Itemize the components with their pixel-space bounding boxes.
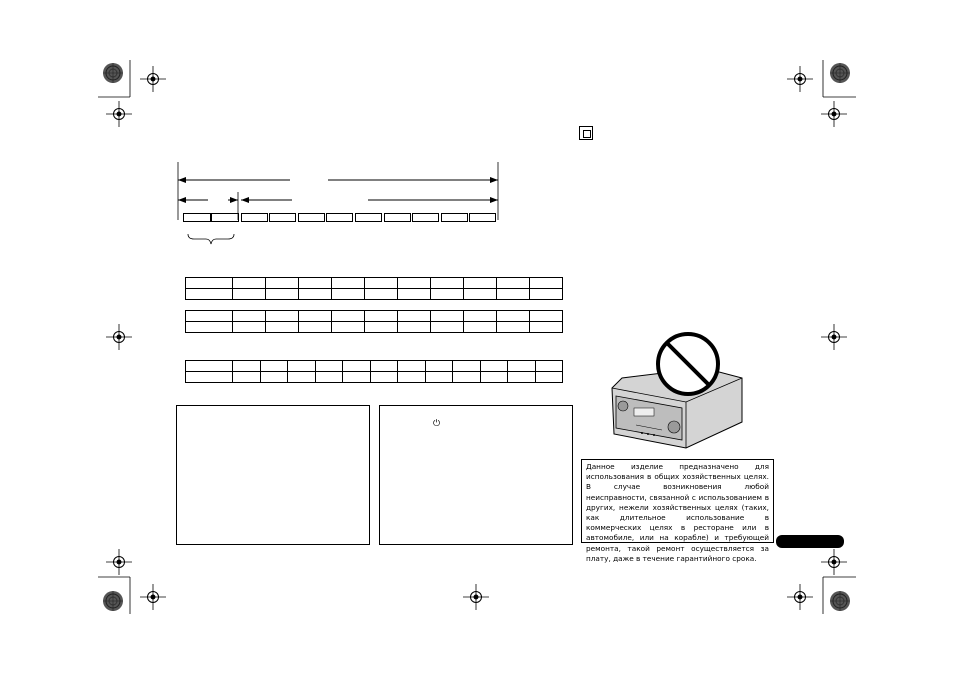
digit-box xyxy=(269,213,296,222)
registration-mark-icon xyxy=(787,66,813,92)
digit-box xyxy=(384,213,411,222)
color-target-icon xyxy=(830,63,850,83)
digit-box xyxy=(241,213,268,222)
digit-box xyxy=(441,213,468,222)
registration-mark-icon xyxy=(106,101,132,127)
table-row xyxy=(186,361,563,372)
info-panel-left xyxy=(176,405,370,545)
spec-table-1 xyxy=(185,277,563,300)
registration-mark-icon xyxy=(787,584,813,610)
color-target-icon xyxy=(103,591,123,611)
registration-mark-icon xyxy=(140,584,166,610)
table-row xyxy=(186,289,563,300)
color-target-icon xyxy=(830,591,850,611)
registration-mark-icon xyxy=(463,584,489,610)
table-row xyxy=(186,278,563,289)
digit-box xyxy=(469,213,496,222)
digit-box xyxy=(412,213,439,222)
digit-box xyxy=(211,213,239,222)
spec-table-3 xyxy=(185,360,563,383)
power-icon: ⏻ xyxy=(433,419,441,429)
registration-mark-icon xyxy=(821,549,847,575)
digit-box xyxy=(183,213,211,222)
registration-mark-icon xyxy=(821,324,847,350)
info-panel-right xyxy=(379,405,573,545)
prohibition-icon xyxy=(658,334,718,394)
digit-box xyxy=(355,213,382,222)
registration-mark-icon xyxy=(106,549,132,575)
table-row xyxy=(186,322,563,333)
household-use-notice: Данное изделие предназначено для использования в общих хозяйственных целях. В случае возникновения любой неисправности, связанной с использованием в других, нежели хозяйственных целях (таких, как длительное использование в коммерческих целях в ресторане или в автомобиле, или на корабле) и требующей ремонта, такой ремонт осуществляется за плату, даже в течение гарантийного срока. xyxy=(581,459,774,543)
table-row xyxy=(186,372,563,383)
spec-table-2 xyxy=(185,310,563,333)
registration-mark-icon xyxy=(106,324,132,350)
color-target-icon xyxy=(103,63,123,83)
receiver-illustration xyxy=(606,330,756,455)
digit-box xyxy=(326,213,353,222)
digit-box xyxy=(298,213,325,222)
dimension-diagram xyxy=(172,158,502,248)
registration-mark-icon xyxy=(140,66,166,92)
registration-mark-icon xyxy=(821,101,847,127)
table-row xyxy=(186,311,563,322)
page-tab xyxy=(776,535,844,548)
double-insulation-icon xyxy=(579,126,593,140)
